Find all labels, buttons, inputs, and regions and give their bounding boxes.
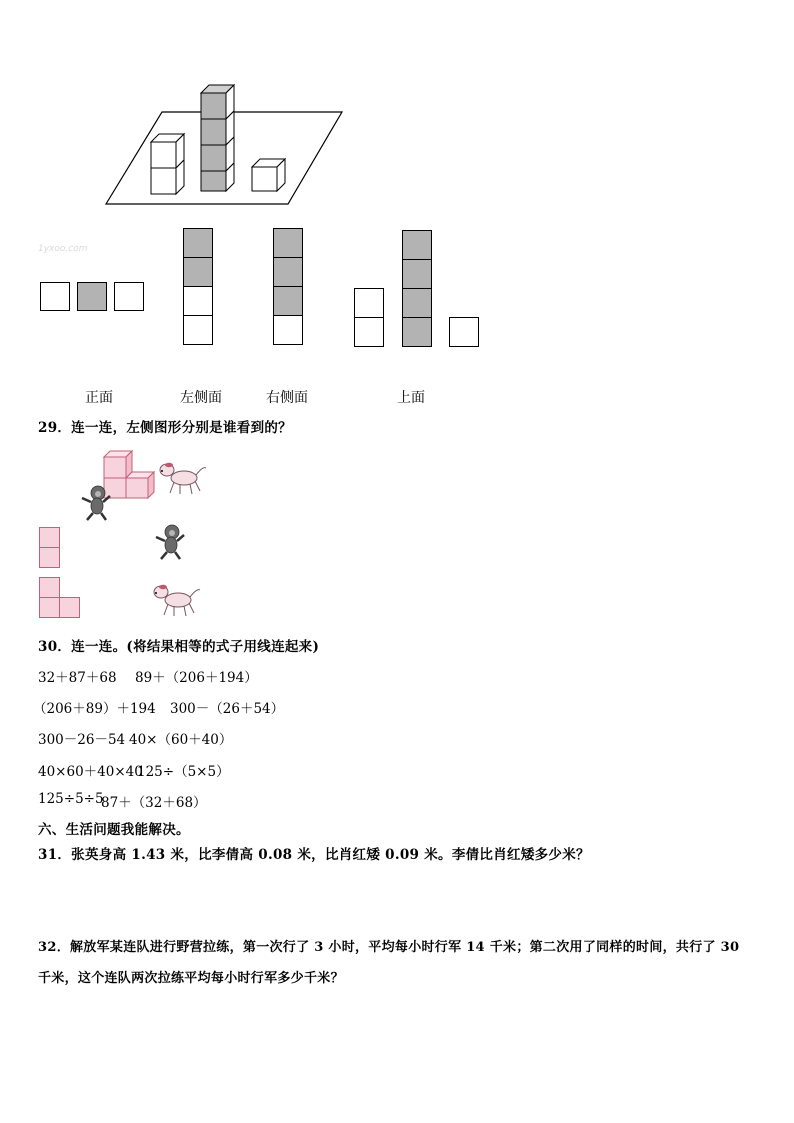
equation-right: 89＋（206＋194）: [135, 670, 258, 686]
monkey-icon: [152, 523, 188, 561]
question-29-title: 29．连一连，左侧图形分别是谁看到的？: [38, 420, 292, 436]
question-31: 31．张英身高 1.43 米，比李倩高 0.08 米，比肖红矮 0.09 米。李倩比肖红矮多少米？: [38, 847, 590, 863]
view-square-gray: [183, 257, 213, 287]
view-label-right: 右侧面: [266, 390, 308, 406]
equation-right: 87＋（32＋68）: [101, 795, 207, 811]
view-square: [183, 286, 213, 316]
view-square-gray: [402, 317, 432, 347]
equation-left: （206＋89）＋194: [33, 701, 156, 717]
view-square-gray: [402, 230, 432, 260]
view-square: [354, 288, 384, 318]
watermark: 1yxoo.com: [38, 244, 88, 254]
monkey-icon: [78, 484, 114, 522]
equation-left: 125÷5÷5: [38, 791, 104, 807]
view-square-gray: [273, 257, 303, 287]
view-label-front: 正面: [85, 390, 113, 406]
view-square: [449, 317, 479, 347]
equation-right: 125÷（5×5）: [137, 764, 230, 780]
equation-left: 300－26－54: [38, 732, 126, 748]
question-32-line-2: 千米，这个连队两次拉练平均每小时行军多少千米？: [38, 971, 344, 986]
view-square-gray: [273, 286, 303, 316]
view-square: [183, 315, 213, 345]
equation-right: 40×（60＋40）: [129, 732, 233, 748]
pink-square: [39, 597, 60, 618]
dog-icon: [158, 460, 208, 496]
view-square: [273, 315, 303, 345]
section-6-title: 六、生活问题我能解决。: [38, 822, 190, 838]
view-square: [114, 282, 144, 311]
view-square-gray: [402, 288, 432, 318]
view-square-gray: [77, 282, 107, 311]
equation-left: 32＋87＋68: [38, 670, 117, 686]
view-square: [354, 317, 384, 347]
pink-square: [39, 527, 60, 548]
question-30-title: 30．连一连。(将结果相等的式子用线连起来): [38, 639, 320, 655]
dog-icon: [152, 582, 202, 618]
view-square-gray: [183, 228, 213, 258]
equation-right: 300－（26＋54）: [170, 701, 285, 717]
view-square-gray: [402, 259, 432, 289]
view-square-gray: [273, 228, 303, 258]
cube-arrangement-figure: [100, 80, 350, 210]
view-square: [40, 282, 70, 311]
pink-square: [39, 577, 60, 598]
view-label-top: 上面: [397, 390, 425, 406]
question-32-line-1: 32．解放军某连队进行野营拉练，第一次行了 3 小时，平均每小时行军 14 千米；第二次用了同样的时间，共行了 30: [38, 940, 740, 955]
view-label-left: 左侧面: [180, 390, 222, 406]
pink-square: [39, 547, 60, 568]
equation-left: 40×60＋40×40: [38, 764, 143, 780]
pink-square: [59, 597, 80, 618]
